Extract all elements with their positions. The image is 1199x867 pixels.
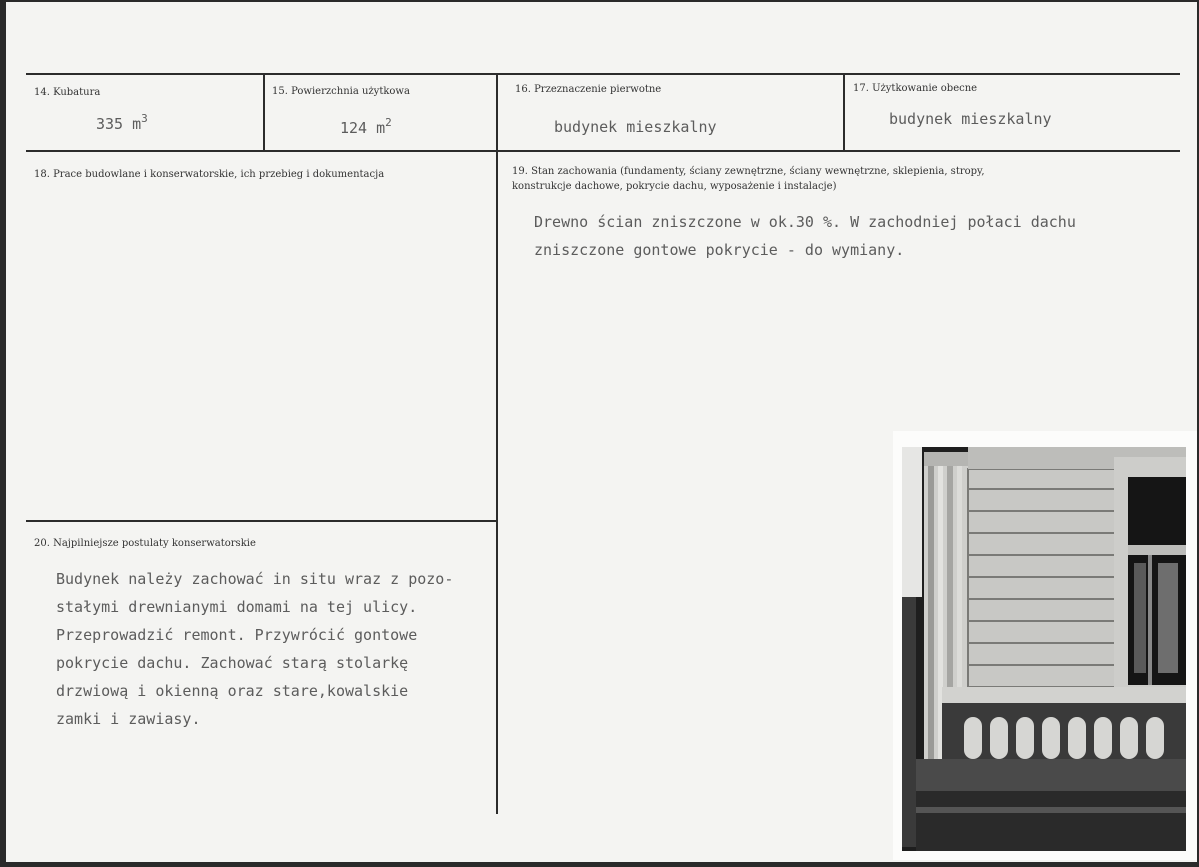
rule-top xyxy=(26,73,1180,75)
field-19-label-line2: konstrukcje dachowe, pokrycie dachu, wyposażenie i instalacje) xyxy=(512,181,837,192)
field-14-label: 14. Kubatura xyxy=(34,87,101,98)
field-16-value: budynek mieszkalny xyxy=(554,118,717,136)
rule-row1-bottom xyxy=(26,150,1180,152)
divider-16-17 xyxy=(843,74,845,151)
field-20-text: Budynek należy zachować in situ wraz z pozo- stałymi drewnianymi domami na tej ulicy. Przeprowadzić remont. Przywrócić gontowe pokrycie dachu. Zachować starą stolarkę drzwiową i okienną oraz stare,kowalskie zamki i zawiasy. xyxy=(56,570,454,728)
field-19-text: Drewno ścian zniszczone w ok.30 %. W zachodniej połaci dachu zniszczone gontowe pokrycie - do wymiany. xyxy=(534,213,1076,259)
field-14-value: 335 $m^3$ xyxy=(96,112,148,133)
field-15-label: 15. Powierzchnia użytkowa xyxy=(272,86,410,97)
divider-main xyxy=(496,74,498,814)
field-17-value: budynek mieszkalny xyxy=(889,110,1052,128)
field-18-label: 18. Prace budowlane i konserwatorskie, ich przebieg i dokumentacja xyxy=(34,169,385,180)
field-17-label: 17. Użytkowanie obecne xyxy=(853,83,978,94)
divider-14-15 xyxy=(263,74,265,151)
house-photo xyxy=(902,447,1186,851)
wooden-house-photo-icon xyxy=(902,447,1186,851)
field-16-label: 16. Przeznaczenie pierwotne xyxy=(515,84,662,95)
field-19-label-line1: 19. Stan zachowania (fundamenty, ściany zewnętrzne, ściany wewnętrzne, sklepienia, stropy, xyxy=(512,166,985,177)
field-20-label: 20. Najpilniejsze postulaty konserwatorskie xyxy=(34,538,256,549)
rule-f18-bottom xyxy=(26,520,496,522)
field-15-value: 124 $m^2$ xyxy=(340,116,392,137)
